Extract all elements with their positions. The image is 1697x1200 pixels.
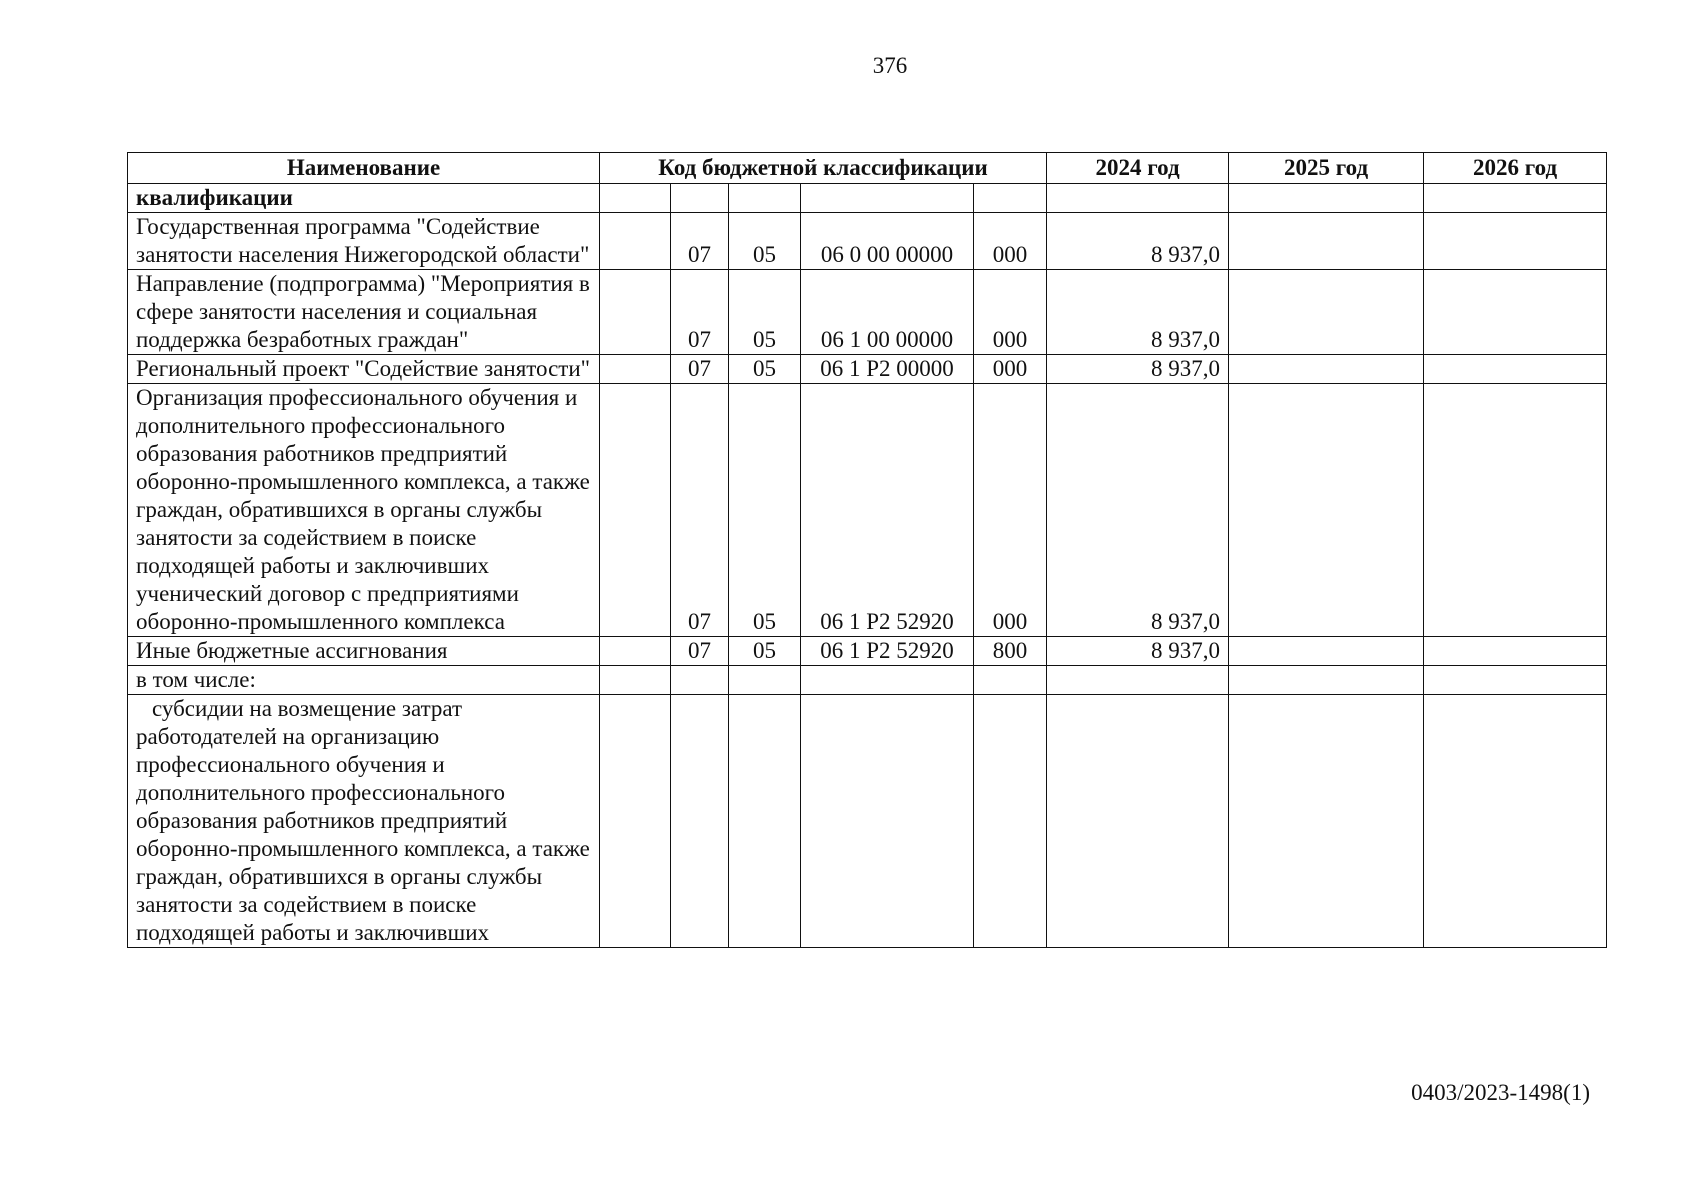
table-row	[128, 184, 1607, 213]
code-expense-type	[974, 666, 1047, 695]
code-section: 07	[671, 355, 729, 384]
code-expense-type: 000	[974, 270, 1047, 355]
code-subsection	[729, 184, 801, 213]
table-row	[128, 355, 1607, 384]
amount-2026	[1424, 355, 1607, 384]
header-2026: 2026 год	[1424, 153, 1607, 184]
amount-2024	[1047, 666, 1229, 695]
header-2024: 2024 год	[1047, 153, 1229, 184]
amount-2026	[1424, 666, 1607, 695]
code-col-1	[600, 666, 671, 695]
code-section: 07	[671, 270, 729, 355]
code-col-1	[600, 695, 671, 948]
code-expense-type	[974, 695, 1047, 948]
row-name: Направление (подпрограмма) "Мероприятия в сфере занятости населения и социальная поддержка безработных граждан"	[128, 270, 600, 355]
code-col-1	[600, 384, 671, 637]
row-name: Региональный проект "Содействие занятости"	[128, 355, 600, 384]
code-col-1	[600, 213, 671, 270]
code-subsection: 05	[729, 637, 801, 666]
code-section: 07	[671, 637, 729, 666]
table-row	[128, 270, 1607, 355]
amount-2025	[1229, 695, 1424, 948]
code-expense-type: 000	[974, 384, 1047, 637]
amount-2024: 8 937,0	[1047, 355, 1229, 384]
code-subsection: 05	[729, 213, 801, 270]
code-target-article	[801, 666, 974, 695]
table-row	[128, 666, 1607, 695]
code-expense-type: 800	[974, 637, 1047, 666]
code-subsection	[729, 666, 801, 695]
row-name: в том числе:	[128, 666, 600, 695]
table-header-row	[128, 153, 1607, 184]
row-name: квалификации	[128, 184, 600, 213]
code-section: 07	[671, 213, 729, 270]
code-expense-type: 000	[974, 355, 1047, 384]
amount-2024	[1047, 184, 1229, 213]
code-subsection	[729, 695, 801, 948]
code-col-1	[600, 184, 671, 213]
table-row	[128, 213, 1607, 270]
amount-2024: 8 937,0	[1047, 637, 1229, 666]
amount-2025	[1229, 270, 1424, 355]
page-number: 376	[872, 53, 908, 78]
code-expense-type: 000	[974, 213, 1047, 270]
document-code: 0403/2023-1498(1)	[1411, 1080, 1590, 1105]
amount-2026	[1424, 270, 1607, 355]
code-section	[671, 184, 729, 213]
code-col-1	[600, 270, 671, 355]
row-name: Государственная программа "Содействие занятости населения Нижегородской области"	[128, 213, 600, 270]
amount-2025	[1229, 637, 1424, 666]
code-target-article: 06 1 P2 52920	[801, 637, 974, 666]
code-col-1	[600, 637, 671, 666]
amount-2026	[1424, 384, 1607, 637]
row-name: Иные бюджетные ассигнования	[128, 637, 600, 666]
row-name: субсидии на возмещение затрат работодателей на организацию профессионального обучения и дополнительного профессионального образования работников предприятий оборонно-промышленного комплекса, а также граждан, обратившихся в органы службы занятости за содействием в поиске подходящей работы и заключивших	[128, 695, 600, 948]
header-2025: 2025 год	[1229, 153, 1424, 184]
amount-2025	[1229, 384, 1424, 637]
amount-2026	[1424, 213, 1607, 270]
code-section	[671, 695, 729, 948]
table-row	[128, 637, 1607, 666]
amount-2024	[1047, 695, 1229, 948]
code-target-article	[801, 695, 974, 948]
code-section	[671, 666, 729, 695]
header-code: Код бюджетной классификации	[600, 153, 1047, 184]
code-expense-type	[974, 184, 1047, 213]
amount-2026	[1424, 637, 1607, 666]
code-target-article: 06 1 P2 52920	[801, 384, 974, 637]
code-subsection: 05	[729, 384, 801, 637]
amount-2026	[1424, 695, 1607, 948]
amount-2026	[1424, 184, 1607, 213]
amount-2024: 8 937,0	[1047, 213, 1229, 270]
header-name: Наименование	[128, 153, 600, 184]
code-target-article: 06 0 00 00000	[801, 213, 974, 270]
amount-2024: 8 937,0	[1047, 270, 1229, 355]
amount-2025	[1229, 666, 1424, 695]
code-target-article: 06 1 00 00000	[801, 270, 974, 355]
code-section: 07	[671, 384, 729, 637]
table-row	[128, 695, 1607, 948]
amount-2025	[1229, 184, 1424, 213]
code-target-article: 06 1 P2 00000	[801, 355, 974, 384]
code-subsection: 05	[729, 355, 801, 384]
row-name: Организация профессионального обучения и дополнительного профессионального образования работников предприятий оборонно-промышленного комплекса, а также граждан, обратившихся в органы службы занятости за содействием в поиске подходящей работы и заключивших ученический договор с предприятиями оборонно-промышленного комплекса	[128, 384, 600, 637]
budget-table	[127, 152, 1607, 948]
table-row	[128, 384, 1607, 637]
code-subsection: 05	[729, 270, 801, 355]
code-col-1	[600, 355, 671, 384]
amount-2025	[1229, 355, 1424, 384]
amount-2025	[1229, 213, 1424, 270]
code-target-article	[801, 184, 974, 213]
amount-2024: 8 937,0	[1047, 384, 1229, 637]
